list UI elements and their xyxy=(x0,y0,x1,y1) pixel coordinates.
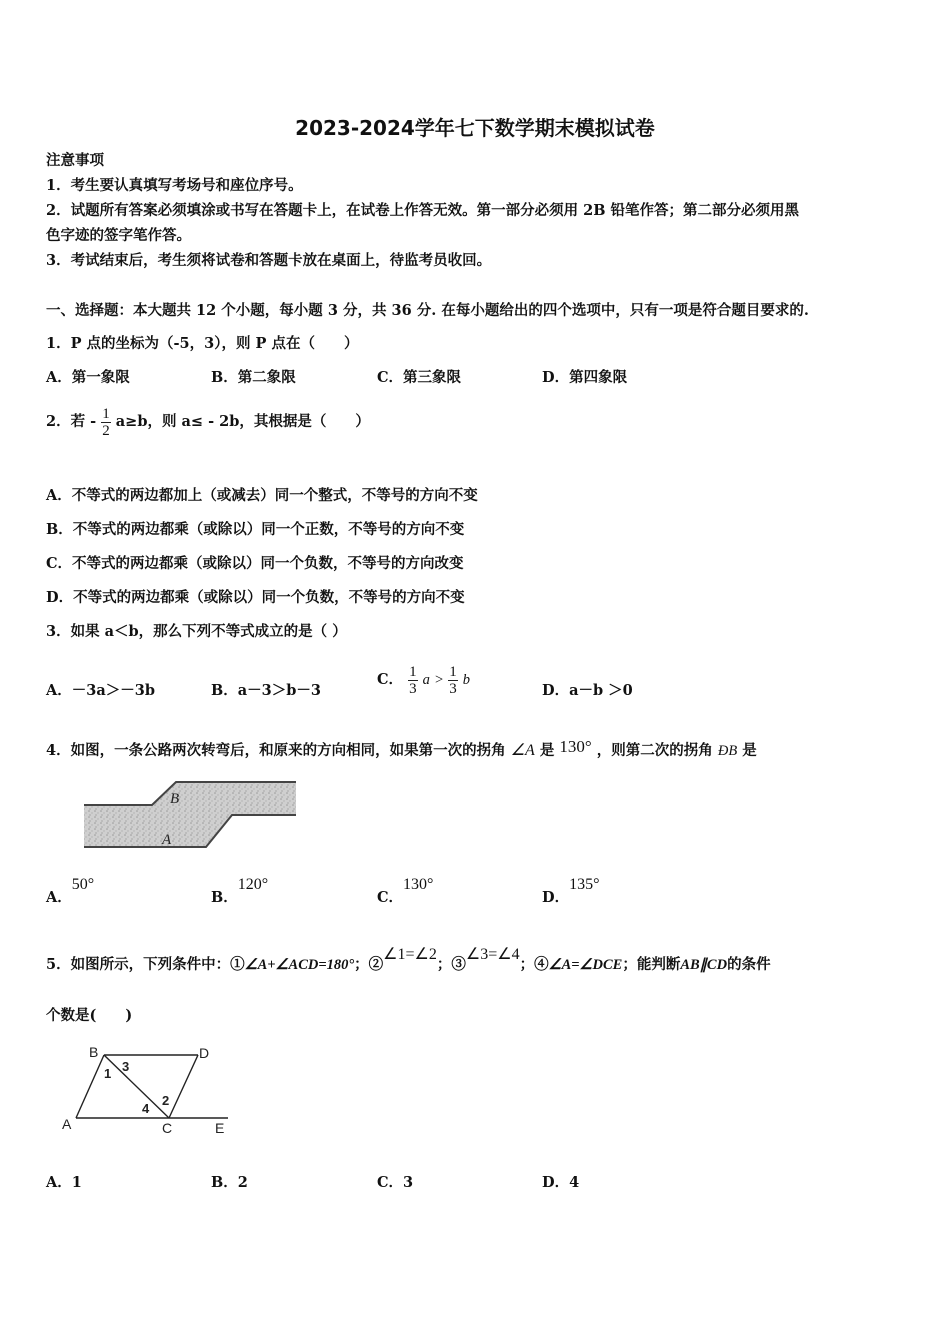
q4-option-b-label: B． xyxy=(211,889,238,906)
q1-option-c[interactable]: C．第三象限 xyxy=(377,369,462,386)
q3-option-d[interactable]: D．a－b ＞0 xyxy=(542,682,633,699)
q4-stem-d: 是 xyxy=(742,742,757,759)
angle-label-4: 4 xyxy=(142,1101,150,1116)
q2-option-a[interactable]: A．不等式的两边都加上（或减去）同一个整式，不等号的方向不变 xyxy=(46,487,478,504)
q5-condition-2: ∠1=∠2 xyxy=(383,946,437,963)
line-ab xyxy=(76,1055,104,1118)
q4-option-a-value: 50° xyxy=(71,876,95,893)
q4-option-c-label: C． xyxy=(377,889,404,906)
q5-stem-a: 5．如图所示，下列条件中：① xyxy=(46,956,245,973)
q5-sep-3: ；④ xyxy=(519,956,549,973)
q2-stem-post: a≥b，则 a≤ - 2b，其根据是（ ） xyxy=(115,413,370,430)
point-b: B xyxy=(89,1044,99,1060)
q4-option-a[interactable] xyxy=(46,876,95,916)
q3-c-fraction-2 xyxy=(448,664,458,697)
point-d: D xyxy=(199,1045,210,1061)
road-label-a: A xyxy=(162,832,172,848)
notice-item-2-cont: 色字迹的签字笔作答。 xyxy=(46,227,191,244)
q4-option-d-value: 135° xyxy=(569,876,600,893)
line-dc xyxy=(169,1055,198,1118)
q3-c-f2-den: 3 xyxy=(449,680,457,697)
q5-condition-1: ∠A+∠ACD=180° xyxy=(244,957,355,973)
q2-fraction xyxy=(101,406,111,439)
q5-condition-3: ∠3=∠4 xyxy=(465,946,520,963)
q5-sep-2: ；③ xyxy=(436,956,466,973)
q3-c-fraction-1 xyxy=(408,664,418,697)
q5-option-c[interactable]: C．3 xyxy=(377,1174,414,1191)
question-1-stem: 1．P 点的坐标为（-5，3），则 P 点在（ ） xyxy=(46,335,359,352)
q3-c-f1-num: 1 xyxy=(409,663,417,680)
q3-c-var-b: b xyxy=(462,672,471,688)
angle-label-3: 3 xyxy=(122,1059,130,1074)
road-label-b: B xyxy=(170,791,180,807)
q4-angle-b: ÐB xyxy=(717,743,738,759)
q3-option-a[interactable]: A．－3a＞－3b xyxy=(46,682,155,699)
q3-c-var-a: a xyxy=(422,672,430,688)
q2-option-b[interactable]: B．不等式的两边都乘（或除以）同一个正数，不等号的方向不变 xyxy=(46,521,465,538)
q4-option-c-value: 130° xyxy=(403,876,434,893)
question-3-stem: 3．如果 a＜b，那么下列不等式成立的是（ ） xyxy=(46,623,347,640)
q4-stem-c: ，则第二次的拐角 xyxy=(596,742,713,759)
q5-option-d[interactable]: D．4 xyxy=(542,1174,580,1191)
q4-option-a-label: A． xyxy=(46,889,72,906)
notice-heading: 注意事项 xyxy=(46,152,104,169)
q5-sep-1: ；② xyxy=(354,956,384,973)
q5-condition-4: ∠A=∠DCE xyxy=(548,957,623,973)
q2-option-d[interactable]: D．不等式的两边都乘（或除以）同一个负数，不等号的方向不变 xyxy=(46,589,465,606)
angle-label-2: 2 xyxy=(162,1093,170,1108)
q1-option-d[interactable]: D．第四象限 xyxy=(542,369,628,386)
q1-option-a[interactable]: A．第一象限 xyxy=(46,369,130,386)
q4-road-figure xyxy=(82,780,298,854)
question-4-stem xyxy=(46,737,757,761)
q3-option-c-label: C． xyxy=(377,671,404,688)
q4-option-b[interactable] xyxy=(211,876,269,916)
section-heading: 一、选择题：本大题共 12 个小题，每小题 3 分，共 36 分. 在每小题给出的四个选项中，只有一项是符合题目要求的. xyxy=(46,302,809,319)
q5-stem-c: 的条件 xyxy=(727,956,771,973)
q3-c-f1-den: 3 xyxy=(409,680,417,697)
question-2-stem xyxy=(46,405,370,439)
question-5-stem xyxy=(46,948,771,982)
point-e: E xyxy=(215,1120,225,1136)
q2-fraction-den: 2 xyxy=(102,422,110,439)
q3-c-operator: > xyxy=(434,672,444,688)
q5-option-a[interactable]: A．1 xyxy=(46,1174,82,1191)
q5-stem-b: ；能判断 xyxy=(622,956,681,973)
q3-option-b[interactable]: B．a－3＞b－3 xyxy=(211,682,321,699)
q5-parallelogram-figure xyxy=(58,1042,238,1138)
q5-stem-line-2: 个数是( ) xyxy=(46,1007,133,1024)
angle-label-1: 1 xyxy=(104,1066,112,1081)
page-title: 2023-2024学年七下数学期末模拟试卷 xyxy=(295,116,655,140)
q3-c-f2-num: 1 xyxy=(449,663,457,680)
q4-stem-b: 是 xyxy=(539,742,555,759)
q5-option-b[interactable]: B．2 xyxy=(211,1174,248,1191)
q4-option-c[interactable] xyxy=(377,876,434,916)
q2-stem-pre: 2．若 - xyxy=(46,413,97,430)
q4-angle-a: ∠A xyxy=(510,742,535,759)
point-c: C xyxy=(162,1120,173,1136)
q2-option-c[interactable]: C．不等式的两边都乘（或除以）同一个负数，不等号的方向改变 xyxy=(46,555,464,572)
q1-option-b[interactable]: B．第二象限 xyxy=(211,369,296,386)
notice-item-3: 3．考试结束后，考生须将试卷和答题卡放在桌面上，待监考员收回。 xyxy=(46,252,492,269)
q4-angle-value: 130° xyxy=(559,737,592,756)
line-bc xyxy=(104,1055,169,1118)
q4-option-d-label: D． xyxy=(542,889,570,906)
q3-option-c[interactable] xyxy=(377,660,470,700)
notice-item-2: 2．试题所有答案必须填涂或书写在答题卡上，在试卷上作答无效。第一部分必须用 2B 铅笔作答；第二部分必须用黑 xyxy=(46,202,800,219)
q5-parallel-lines: AB∥CD xyxy=(680,957,728,973)
notice-item-1: 1．考生要认真填写考场号和座位序号。 xyxy=(46,177,303,194)
point-a: A xyxy=(62,1116,72,1132)
q4-option-d[interactable] xyxy=(542,876,600,916)
q4-option-b-value: 120° xyxy=(237,876,269,893)
q4-stem-a: 4．如图，一条公路两次转弯后，和原来的方向相同，如果第一次的拐角 xyxy=(46,742,506,759)
q2-fraction-num: 1 xyxy=(102,405,110,422)
